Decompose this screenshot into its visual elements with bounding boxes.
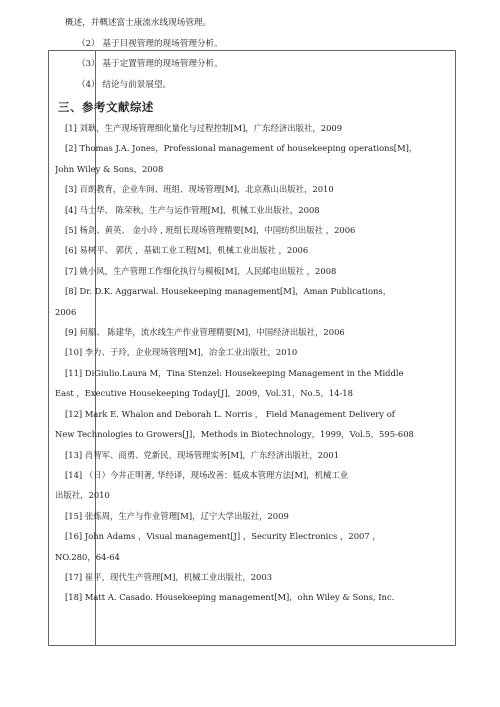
reference-item-continuation: 出版社，2010	[55, 490, 110, 501]
reference-item: [6] 易树平、 郭伏 ，基础工业工程[M]，机械工业出版社 ，2006	[65, 245, 309, 256]
reference-item: [15] 张炼周，生产与作业管理[M]，辽宁大学出版社，2009	[65, 510, 289, 521]
reference-item: [11] DiGiulio.Laura M，Tina Stenzel: Housekeeping Management in the Middle	[65, 367, 404, 378]
reference-item: [10] 李力、于玲，企业现场管理[M]，冶金工业出版社，2010	[65, 347, 298, 358]
reference-item: [3] 百朗教育，企业车间、班组、现场管理[M]，北京燕山出版社，2010	[65, 184, 334, 195]
reference-item: [14] （日）今井正明著, 华经译，现场改善：低成本管理方法[M]，机械工业	[65, 469, 349, 480]
reference-item: [17] 崔平，现代生产管理[M]，机械工业出版社，2003	[65, 571, 273, 582]
reference-item-continuation: 2006	[55, 306, 77, 317]
reference-item: [5] 杨剑、黄英、 金小玲 , 班组长现场管理精要[M]，中国纺织出版社 ，2006	[65, 225, 356, 236]
reference-list	[55, 118, 449, 608]
reference-item: [16] John Adams ，Visual management[J] ，Security Electronics ，2007 ，	[65, 531, 381, 542]
reference-item: [4] 马士华、 陈荣秋，生产与运作管理[M]，机械工业出版社，2008	[65, 204, 320, 215]
reference-item: [2] Thomas J.A. Jones，Professional management of housekeeping operations[M]，	[65, 143, 418, 154]
reference-item: [7] 姚小风，生产管理工作细化执行与模板[M]，人民邮电出版社 ，2008	[65, 265, 337, 276]
reference-item: [12] Mark E. Whalon and Deborah L. Norris ， Field Management Delivery of	[65, 408, 395, 419]
reference-item: [13] 肖智军、商勇、党新民，现场管理实务[M]，广东经济出版社，2001	[65, 449, 340, 460]
reference-item: [9] 何船、 陈建华，流水线生产作业管理精要[M]，中国经济出版社，2006	[65, 327, 345, 338]
intro-line: 概述，并概述富士康流水线现场管理。	[65, 18, 212, 28]
intro-line: （2） 基于目视管理的现场管理分析。	[77, 38, 223, 49]
reference-item-continuation: John Wiley & Sons，2008	[55, 163, 164, 174]
reference-item-continuation: NO.280，64-64	[55, 551, 120, 562]
reference-item: [18] Matt A. Casado. Housekeeping management[M]，ohn Wiley & Sons, Inc.	[65, 592, 395, 603]
document-content	[55, 13, 449, 608]
reference-item: [1] 刘耿，生产现场管理细化量化与过程控制[M]，广东经济出版社，2009	[65, 123, 343, 133]
reference-item-continuation: New Technologies to Growers[J]，Methods in Biotechnology，1999，Vol.5，595-608	[55, 429, 414, 440]
reference-item: [8] Dr. D.K. Aggarwal. Housekeeping management[M]，Aman Publications，	[65, 286, 392, 297]
section-title: 三、参考文献综述	[58, 100, 154, 114]
intro-line: （4） 结论与前景展望。	[77, 79, 172, 90]
intro-line: （3） 基于定置管理的现场管理分析。	[77, 59, 223, 69]
reference-item-continuation: East ，Executive Housekeeping Today[J]，2009，Vol.31，No.5，14-18	[55, 388, 353, 399]
